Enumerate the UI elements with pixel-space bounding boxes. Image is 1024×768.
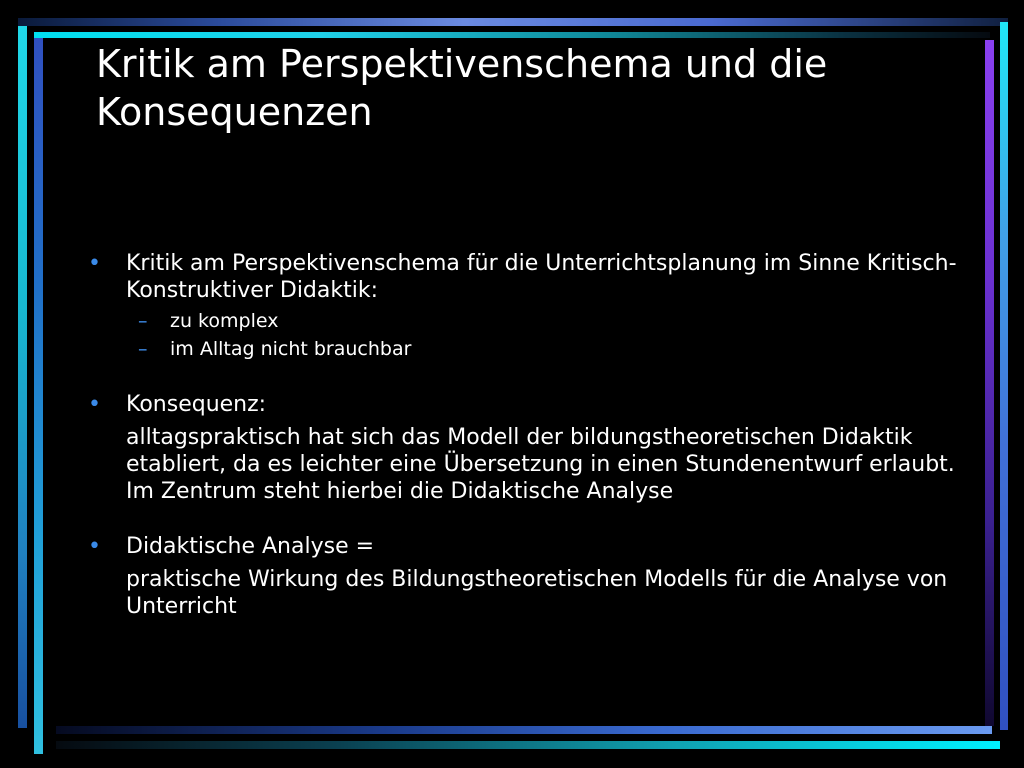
bullet-marker: • [88,534,101,559]
frame-bar-top-outer [18,18,1008,26]
bullet-text: Didaktische Analyse = [126,534,375,559]
frame-bar-left-outer [18,26,27,728]
slide-content [86,250,966,620]
frame-bar-right-outer [1000,22,1008,730]
bullet-item-konsequenz [86,391,966,418]
frame-bar-left-inner [34,38,43,754]
bullet-text: Konsequenz: [126,392,267,417]
frame-bar-top-inner [34,32,990,38]
frame-bar-bottom-outer [56,741,1000,749]
bullet-body-text: alltagspraktisch hat sich das Modell der bildungstheoretischen Didaktik etabliert, da es leichter eine Übersetzung in einen Stundenentwurf erlaubt. Im Zentrum steht hierbei die Didaktische Analyse [126,425,955,504]
sub-item-text: zu komplex [170,310,279,332]
bullet-marker: • [88,392,101,417]
bullet-item-didaktische-analyse [86,533,966,560]
frame-bar-bottom-inner [56,726,992,734]
dash-marker: – [138,338,148,360]
dash-marker: – [138,310,148,332]
bullet-body-text: praktische Wirkung des Bildungstheoretischen Modells für die Analyse von Unterricht [126,567,948,619]
sub-item-nicht-brauchbar [86,335,966,363]
slide-title: Kritik am Perspektivenschema und die Konsequenzen [96,42,828,134]
bullet-item-kritik [86,250,966,304]
sub-item-text: im Alltag nicht brauchbar [170,338,412,360]
frame-bar-right-inner [985,40,994,726]
bullet-marker: • [88,251,101,276]
sub-item-zu-komplex [86,307,966,335]
bullet-text: Kritik am Perspektivenschema für die Unterrichtsplanung im Sinne Kritisch-Konstruktiver Didaktik: [126,251,957,303]
